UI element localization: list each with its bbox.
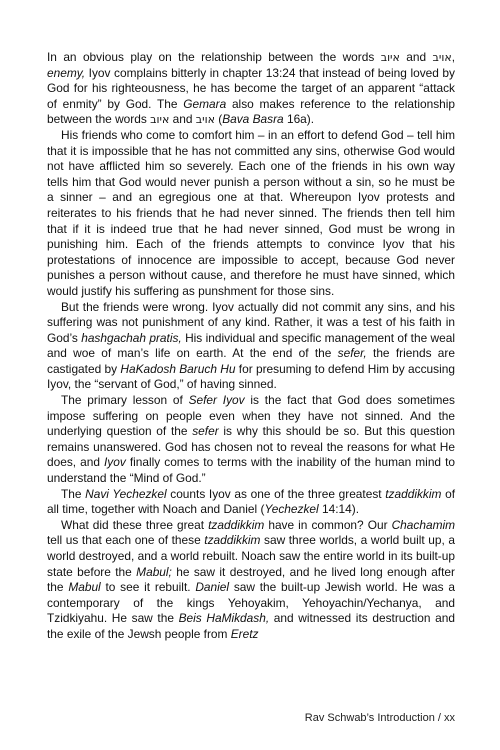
italic-text: Navi Yechezkel — [85, 486, 167, 501]
italic-text: Yechezkel — [264, 502, 319, 517]
italic-text: Eretz — [230, 626, 259, 641]
text-run: also makes reference to the relationship between the words — [47, 96, 456, 127]
text-run: is the fact that God does sometimes impose suffering on people even when they have not sinned. And the underlying question of the — [47, 393, 455, 439]
text-run: Iyov complains bitterly in chapter 13:24 that instead of being loved by God for his righteousness, he has become the target of an apparent “attack of enmity” by God. The — [47, 65, 455, 111]
text-run: the friends are castigated by — [47, 346, 455, 376]
text-run: His friends who come to comfort him – in an effort to defend God – tell him that it is impossible that he has not committed any sins, otherwise God would not have afflicted him so severely. Each one of the friends in his own way tells him that God would never punish a person without a sin, so he must be a sinner – and an egregious one at that. Whereupon Iyov protests and reiterates to his friends that he had never sinned. The friends then tell him that if it is indeed true that he had never sinned, God must be wrong in punishing him. Each of the friends attempts to convince Iyov that his protestations of innocence are impossible to accept, because God never punishes a person without cause, and therefore he must have sinned, which would justify his suffering as punshment for those sins. — [47, 127, 455, 298]
text-run: His individual and specific management of the weal and woe of man’s life on earth. At the end of the — [47, 330, 456, 361]
text-run: is why this should be so. But this question remains unanswered. God has chosen not to reveal the reasons for what He does, and — [47, 424, 456, 470]
hebrew-word: איוב — [380, 51, 400, 64]
text-run: , — [451, 50, 455, 64]
italic-text: Mabul — [68, 580, 101, 595]
paragraph — [47, 300, 455, 394]
hebrew-word: איוב — [150, 113, 170, 127]
text-run: counts Iyov as one of the three greatest — [166, 486, 386, 501]
italic-text: Bava Basra — [222, 112, 284, 127]
text-run: tell us that each one of these — [47, 533, 205, 548]
text-run: ( — [214, 112, 223, 127]
italic-text: tzaddikkim — [208, 517, 265, 532]
text-run: he saw it destroyed, and he lived long enough after the — [47, 564, 455, 595]
italic-text: hashgachah pratis, — [81, 330, 182, 345]
italic-text: Mabul; — [136, 564, 172, 579]
text-run: saw three worlds, a world built up, a world destroyed, and a world rebuilt. Noach saw the entire world in its built-up state before the — [47, 533, 455, 579]
running-footer: Rav Schwab’s Introduction / xx — [304, 712, 455, 724]
text-run: saw the built-up Jewish world. He was a contemporary of the kings Yehoyakim, Yehoyachin/Yechanya, and Tzidkiyahu. He saw the — [47, 580, 455, 626]
italic-text: tzaddikkim — [204, 533, 261, 548]
page-body — [47, 50, 455, 643]
text-run: for presuming to defend Him by accusing Iyov, the “servant of God,” of having sinned. — [47, 361, 455, 392]
paragraph — [47, 50, 455, 128]
text-run: have in common? Our — [264, 517, 392, 532]
paragraph — [47, 393, 455, 487]
hebrew-word: אויב — [432, 51, 452, 64]
italic-text: Beis HaMikdash, — [178, 611, 270, 626]
paragraph — [47, 128, 455, 300]
italic-text: Sefer Iyov — [188, 393, 245, 408]
paragraph — [47, 518, 455, 643]
text-run: 14:14). — [318, 502, 359, 517]
italic-text: tzaddikkim — [385, 486, 442, 501]
italic-text: sefer — [192, 424, 219, 439]
text-run: The — [61, 486, 86, 501]
italic-text: HaKadosh Baruch Hu — [120, 361, 236, 376]
italic-text: enemy, — [47, 65, 86, 80]
text-run: to see it rebuilt. — [100, 580, 196, 595]
text-run: and — [399, 50, 433, 64]
italic-text: Chachamim — [391, 517, 456, 532]
text-run: 16a). — [283, 112, 315, 127]
hebrew-word: אויב — [195, 113, 215, 127]
italic-text: Gemara — [183, 96, 227, 111]
text-run: and — [169, 112, 196, 127]
text-run: What did these three great — [61, 517, 209, 532]
text-run: The primary lesson of — [61, 393, 189, 408]
paragraph — [47, 487, 455, 518]
text-run: and witnessed its destruction and the exile of the Jewsh people from — [47, 611, 455, 641]
italic-text: Iyov — [103, 455, 126, 470]
text-run: of all time, together with Noach and Daniel ( — [47, 486, 455, 517]
italic-text: Daniel — [195, 580, 230, 595]
text-run: But the friends were wrong. Iyov actually did not commit any sins, and his suffering was not punishment of any kind. Rather, it was a test of his faith in God’s — [47, 299, 455, 345]
text-run: In an obvious play on the relationship between the words — [47, 50, 381, 64]
italic-text: sefer, — [337, 346, 367, 361]
text-run: finally comes to terms with the inability of the human mind to understand the “Mind of God.” — [47, 455, 455, 486]
